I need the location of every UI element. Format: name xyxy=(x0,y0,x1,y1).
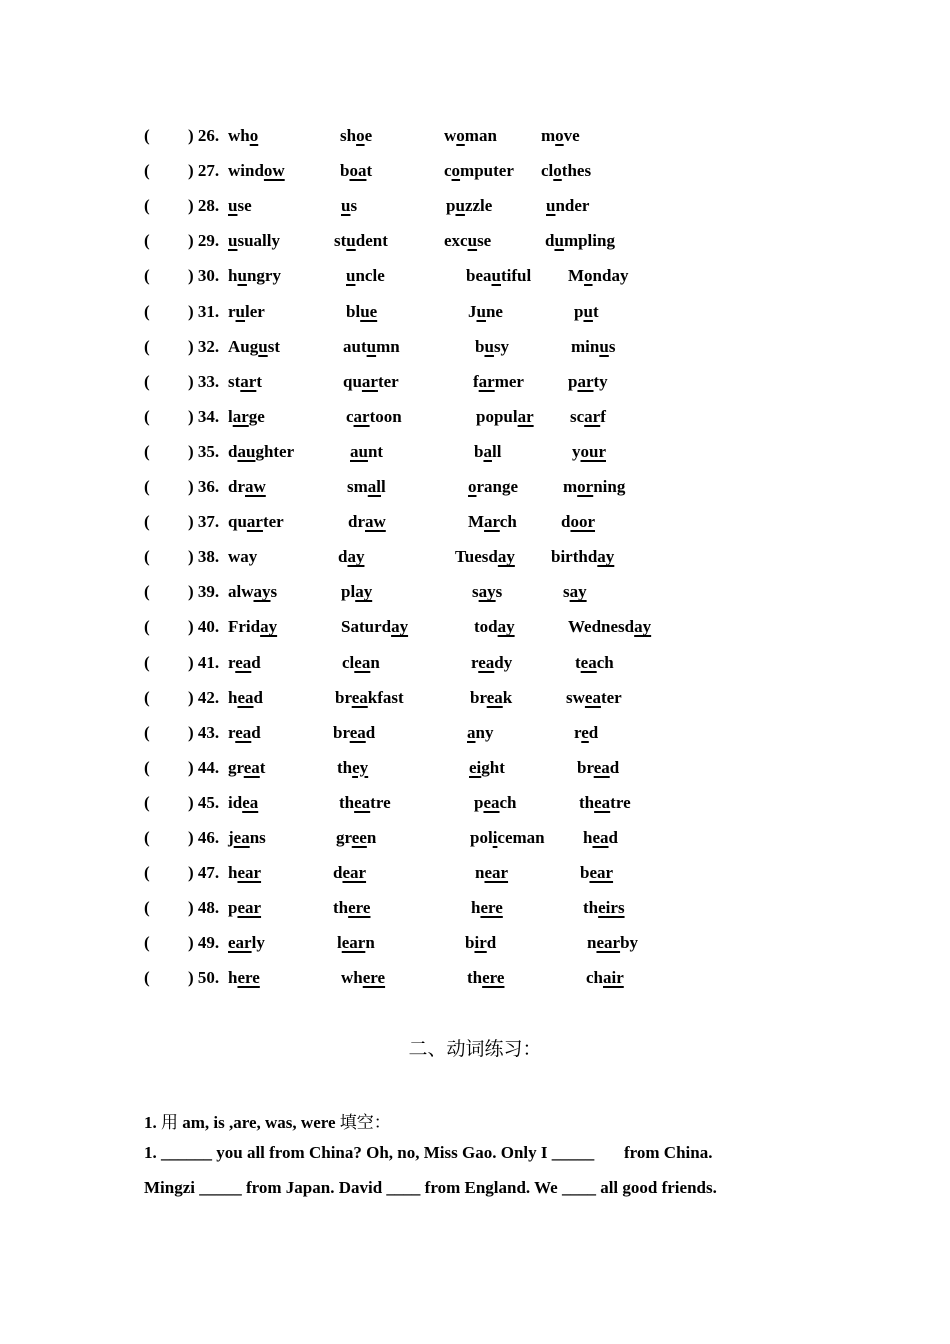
word-option: hear xyxy=(228,863,262,883)
word-option: green xyxy=(336,828,377,847)
answer-paren-open: ( xyxy=(144,933,150,953)
question-number: ) 42. xyxy=(188,687,220,707)
answer-paren-open: ( xyxy=(144,547,150,567)
word-option: sweater xyxy=(566,687,622,707)
word-option: eight xyxy=(469,757,505,777)
word-option: nearby xyxy=(587,933,639,953)
word-option: aunt xyxy=(350,441,384,461)
answer-paren-open: ( xyxy=(144,336,150,356)
question-number: ) 50. xyxy=(188,968,220,988)
answer-paren-open: ( xyxy=(144,512,150,532)
answer-paren-open: ( xyxy=(144,863,150,883)
word-option: there xyxy=(333,898,371,918)
word-option: usually xyxy=(228,231,280,251)
word-option: clean xyxy=(342,652,380,672)
word-option: uncle xyxy=(346,266,385,286)
exercise-line-2: Mingzi _____ from Japan. David ____ from England. We ____ all good friends. xyxy=(144,1178,717,1197)
question-row xyxy=(0,863,950,898)
word-option: pear xyxy=(228,898,262,918)
answer-paren-open: ( xyxy=(144,161,150,181)
answer-paren-open: ( xyxy=(144,126,150,145)
question-number: ) 34. xyxy=(188,406,220,426)
word-option: theirs xyxy=(583,898,625,918)
word-option: morning xyxy=(563,477,626,496)
word-option: dumpling xyxy=(545,231,615,251)
word-option: teach xyxy=(575,652,614,672)
word-option: quarter xyxy=(343,371,399,391)
word-option: read xyxy=(228,722,261,742)
question-number: ) 33. xyxy=(188,371,220,391)
question-number: ) 47. xyxy=(188,863,220,883)
question-row xyxy=(0,933,950,968)
word-option: day xyxy=(338,547,365,567)
word-option: large xyxy=(228,406,265,426)
word-option: autumn xyxy=(343,336,400,356)
question-row xyxy=(0,582,950,617)
exercise-line-1: 1. ______ you all from China? Oh, no, Miss Gao. Only I _____ from China. xyxy=(144,1143,713,1162)
word-option: beautiful xyxy=(466,266,532,286)
word-option: Saturday xyxy=(341,617,409,637)
question-number: ) 41. xyxy=(188,652,220,672)
word-option: boat xyxy=(340,161,373,181)
word-option: popular xyxy=(476,406,534,426)
word-option: clothes xyxy=(541,161,592,181)
question-number: ) 38. xyxy=(188,547,220,567)
word-option: there xyxy=(467,968,505,988)
answer-paren-open: ( xyxy=(144,617,150,637)
word-option: woman xyxy=(444,126,497,145)
word-option: quarter xyxy=(228,512,284,532)
question-number: ) 28. xyxy=(188,196,220,216)
question-row xyxy=(0,372,950,407)
word-option: Tuesday xyxy=(455,547,515,567)
word-option: learn xyxy=(337,933,375,953)
question-row xyxy=(0,266,950,301)
word-option: where xyxy=(341,968,386,988)
answer-paren-open: ( xyxy=(144,792,150,812)
question-row xyxy=(0,828,950,863)
word-option: ready xyxy=(471,652,513,672)
question-row xyxy=(0,196,950,231)
question-row xyxy=(0,442,950,477)
answer-paren-open: ( xyxy=(144,266,150,286)
question-number: ) 35. xyxy=(188,441,220,461)
question-row xyxy=(0,126,950,161)
word-option: here xyxy=(228,968,260,988)
word-option: way xyxy=(228,547,258,567)
question-row xyxy=(0,231,950,266)
word-option: orange xyxy=(468,477,519,496)
word-option: always xyxy=(228,582,278,602)
word-option: draw xyxy=(228,477,266,496)
question-row xyxy=(0,968,950,1003)
answer-paren-open: ( xyxy=(144,301,150,321)
word-option: us xyxy=(341,196,358,216)
question-row xyxy=(0,547,950,582)
word-option: busy xyxy=(475,336,510,356)
question-number: ) 39. xyxy=(188,582,220,602)
word-option: idea xyxy=(228,792,259,812)
word-option: breakfast xyxy=(335,687,404,707)
word-option: March xyxy=(468,512,517,532)
word-option: put xyxy=(574,301,599,321)
word-option: June xyxy=(468,301,503,321)
word-option: peach xyxy=(474,792,517,812)
word-option: great xyxy=(228,757,266,777)
word-option: ruler xyxy=(228,301,265,321)
word-option: party xyxy=(568,371,608,391)
answer-paren-open: ( xyxy=(144,968,150,988)
word-option: minus xyxy=(571,336,616,356)
word-option: say xyxy=(563,582,587,602)
word-option: draw xyxy=(348,512,386,532)
word-option: birthday xyxy=(551,547,615,567)
word-option: blue xyxy=(346,301,378,321)
question-number: ) 27. xyxy=(188,161,220,181)
word-option: ball xyxy=(474,441,502,461)
question-row xyxy=(0,512,950,547)
word-option: red xyxy=(574,722,599,742)
exercise-instruction xyxy=(144,1108,391,1133)
word-option: puzzle xyxy=(446,196,493,216)
word-option: excuse xyxy=(444,231,492,251)
word-option: cartoon xyxy=(346,406,402,426)
word-option: bread xyxy=(577,757,620,777)
question-row xyxy=(0,302,950,337)
word-option: August xyxy=(228,336,280,356)
word-option: scarf xyxy=(570,406,606,426)
answer-paren-open: ( xyxy=(144,231,150,251)
question-row xyxy=(0,337,950,372)
answer-paren-open: ( xyxy=(144,722,150,742)
word-option: theatre xyxy=(579,792,631,812)
word-option: play xyxy=(341,582,373,602)
word-option: student xyxy=(334,231,388,251)
answer-paren-open: ( xyxy=(144,477,150,496)
word-option: chair xyxy=(586,968,624,988)
question-number: ) 49. xyxy=(188,933,220,953)
section-title: 二、动词练习： xyxy=(408,1039,542,1060)
answer-paren-open: ( xyxy=(144,687,150,707)
word-option: use xyxy=(228,196,252,216)
question-number: ) 46. xyxy=(188,828,220,847)
question-row xyxy=(0,407,950,442)
word-option: under xyxy=(546,196,590,216)
answer-paren-open: ( xyxy=(144,898,150,918)
answer-paren-open: ( xyxy=(144,582,150,602)
word-option: dear xyxy=(333,863,367,883)
word-option: start xyxy=(228,371,262,391)
question-number: ) 31. xyxy=(188,301,220,321)
word-option: head xyxy=(228,687,263,707)
question-row xyxy=(0,617,950,652)
word-option: bread xyxy=(333,722,376,742)
word-option: farmer xyxy=(473,371,524,391)
word-option: any xyxy=(467,722,494,742)
question-row xyxy=(0,477,950,512)
question-row xyxy=(0,723,950,758)
question-number: ) 40. xyxy=(188,617,220,637)
word-option: bear xyxy=(580,863,614,883)
word-option: says xyxy=(472,582,503,602)
word-option: door xyxy=(561,512,596,532)
question-number: ) 29. xyxy=(188,231,220,251)
exercise-number: 1. xyxy=(144,1113,157,1132)
answer-paren-open: ( xyxy=(144,757,150,777)
question-number: ) 48. xyxy=(188,898,220,918)
question-number: ) 45. xyxy=(188,792,220,812)
question-number: ) 36. xyxy=(188,477,220,496)
question-row xyxy=(0,688,950,723)
word-option: head xyxy=(583,828,618,847)
word-option: read xyxy=(228,652,261,672)
word-option: Friday xyxy=(228,617,278,637)
question-number: ) 32. xyxy=(188,336,220,356)
word-option: computer xyxy=(444,161,514,181)
word-option: Wednesday xyxy=(568,617,652,637)
word-option: bird xyxy=(465,933,497,953)
answer-paren-open: ( xyxy=(144,652,150,672)
exercise-cn-verb: 用 xyxy=(161,1113,178,1132)
question-row xyxy=(0,653,950,688)
word-option: your xyxy=(572,441,606,461)
word-option: break xyxy=(470,687,513,707)
answer-paren-open: ( xyxy=(144,828,150,847)
word-option: who xyxy=(228,126,259,145)
word-option: shoe xyxy=(340,126,373,145)
answer-paren-open: ( xyxy=(144,196,150,216)
word-option: hungry xyxy=(228,266,281,286)
question-row xyxy=(0,758,950,793)
word-option: window xyxy=(228,161,285,181)
word-option: early xyxy=(228,933,265,953)
question-number: ) 30. xyxy=(188,266,220,286)
question-row xyxy=(0,793,950,828)
word-option: theatre xyxy=(339,792,391,812)
word-option: move xyxy=(541,126,580,145)
answer-paren-open: ( xyxy=(144,406,150,426)
question-number: ) 43. xyxy=(188,722,220,742)
answer-paren-open: ( xyxy=(144,441,150,461)
word-option: policeman xyxy=(470,828,545,847)
question-number: ) 37. xyxy=(188,512,220,532)
question-row xyxy=(0,161,950,196)
exercise-cn-fill: 填空： xyxy=(339,1113,391,1132)
word-option: today xyxy=(474,617,515,637)
question-number: ) 26. xyxy=(188,126,220,145)
word-option: Monday xyxy=(568,266,629,286)
question-number: ) 44. xyxy=(188,757,220,777)
word-option: near xyxy=(475,863,509,883)
question-row xyxy=(0,898,950,933)
word-option: here xyxy=(471,898,503,918)
word-option: jeans xyxy=(228,828,266,847)
answer-paren-open: ( xyxy=(144,371,150,391)
exercise-word-list: am, is ,are, was, were xyxy=(182,1113,336,1132)
word-option: they xyxy=(337,757,369,777)
word-option: daughter xyxy=(228,441,295,461)
word-option: small xyxy=(347,477,386,496)
